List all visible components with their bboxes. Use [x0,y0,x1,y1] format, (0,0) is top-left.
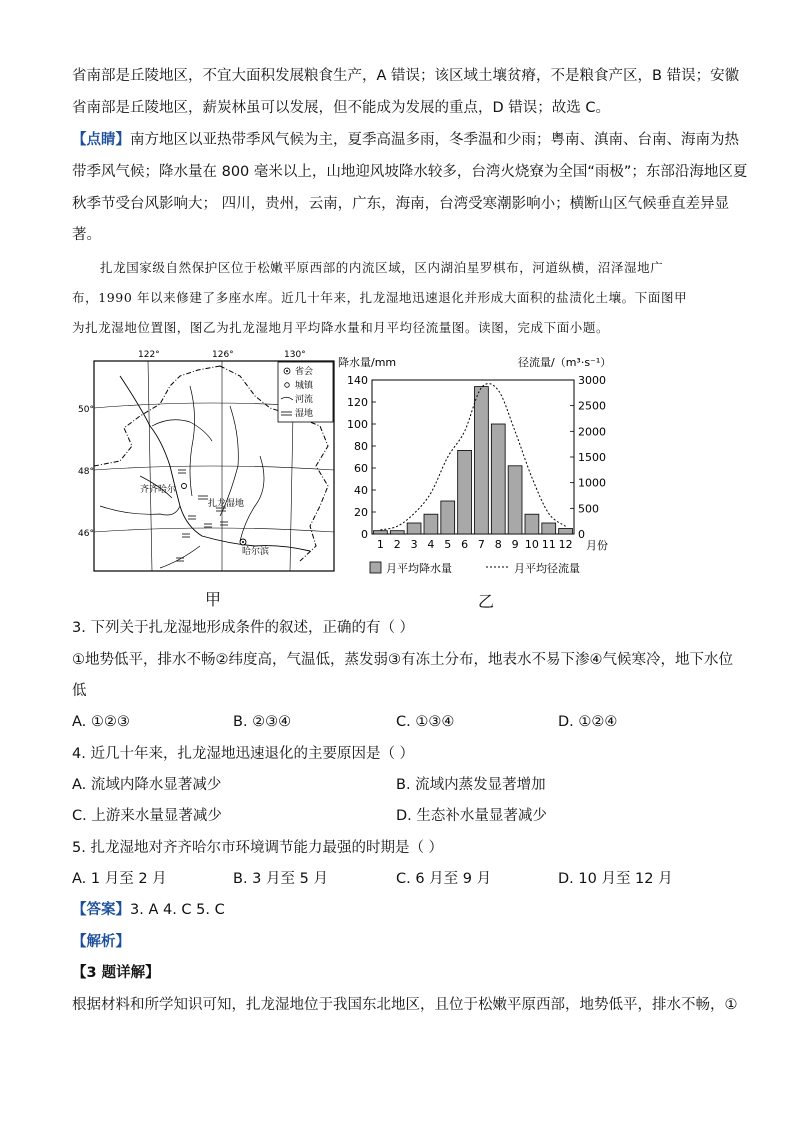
legend-precip-label: 月平均降水量 [386,562,452,575]
left-tick-label: 80 [354,440,368,453]
x-tick-label: 12 [558,538,573,551]
detail-label: 【3 题详解】 [72,965,160,981]
passage-line-2: 布，1990 年以来修建了多座水库。近几十年来，扎龙湿地迅速退化并形成大面积的盐渍化土壤。下面图甲 [72,290,688,305]
x-tick-label: 6 [461,538,469,551]
tip-line-3: 秋季节受台风影响大； 四川，贵州，云南，广东，海南，台湾受寒潮影响小；横断山区气候垂直差异显 [72,196,730,212]
q4-option-b: B. 流域内蒸发显著增加 [396,777,546,793]
left-tick-label: 0 [361,528,368,541]
precip-bar [390,531,404,534]
tip-label: 【点睛】 [72,132,130,148]
left-tick-label: 140 [347,374,368,387]
right-tick-label: 0 [578,528,585,541]
legend-wetland: 湿地 [295,409,314,419]
place-qiqihar: 齐齐哈尔 [140,485,177,495]
precip-bar [525,514,539,534]
climate-chart [336,352,616,582]
q5-option-b: B. 3 月至 5 月 [233,871,328,887]
lat-label-50: 50° [78,405,94,415]
q3-stem-cont2: 低 [72,683,87,699]
q5-stem: 5. 扎龙湿地对齐齐哈尔市环境调节能力最强的时期是（ ） [72,840,444,856]
left-tick-label: 100 [347,418,368,431]
q4-option-a: A. 流域内降水显著减少 [72,777,222,793]
precip-bar [441,501,455,534]
q3-option-c: C. ①③④ [396,714,455,730]
precip-bar [407,523,421,534]
legend-bar-swatch [370,562,381,573]
precip-bar [374,531,388,534]
lat-label-46: 46° [78,529,94,539]
q3-stem-cont: ①地势低平，排水不畅②纬度高，气温低，蒸发弱③有冻土分布，地表水不易下渗④气候寒冷，地下水位 [72,652,733,668]
legend-capital: 省会 [295,367,314,377]
q3-option-b: B. ②③④ [233,714,292,730]
left-tick-label: 120 [347,396,368,409]
lat-label-48: 48° [78,467,94,477]
runoff-line [380,384,565,530]
x-tick-label: 2 [393,538,401,551]
precip-bar [508,466,522,534]
legend-town: 城镇 [295,381,314,391]
detail-line: 根据材料和所学知识可知，扎龙湿地位于我国东北地区，且位于松嫩平原西部，地势低平，排水不畅，① [72,997,738,1013]
place-harbin: 哈尔滨 [242,547,270,557]
precip-bar [475,387,489,534]
q4-option-c: C. 上游来水量显著减少 [72,808,222,824]
left-tick-label: 40 [354,484,368,497]
x-tick-label: 1 [376,538,384,551]
tip-line-2: 带季风气候；降水量在 800 毫米以上，山地迎风坡降水较多，台湾火烧寮为全国“雨极”；东部沿海地区夏 [72,164,748,180]
left-tick-label: 60 [354,462,368,475]
tip-line-4: 著。 [72,227,101,243]
precip-bar [424,514,438,534]
x-tick-label: 11 [541,538,556,551]
q3-stem: 3. 下列关于扎龙湿地形成条件的叙述，正确的有（ ） [72,620,415,636]
lon-label-126: 126° [212,350,234,360]
passage-line-3: 为扎龙湿地位置图，图乙为扎龙湿地月平均降水量和月平均径流量图。读图，完成下面小题。 [72,320,610,335]
legend-river: 河流 [295,395,314,405]
passage-line-1: 扎龙国家级自然保护区位于松嫩平原西部的内流区域，区内湖泊星罗棋布，河道纵横，沼泽湿地广 [100,260,664,275]
x-tick-label: 8 [494,538,502,551]
right-tick-label: 3000 [578,374,606,387]
right-tick-label: 500 [578,502,599,516]
right-axis-label: 径流量/（m³·s⁻¹） [518,356,612,369]
lon-label-130: 130° [284,350,306,360]
right-tick-label: 2500 [578,399,606,413]
tip-text-1: 南方地区以亚热带季风气候为主，夏季高温多雨，冬季温和少雨；粤南、滇南、台南、海南为热 [130,132,739,148]
precip-bar [559,529,573,535]
x-tick-label: 7 [477,538,485,551]
answer-label: 【答案】 [72,902,130,918]
answer-text: 3. A 4. C 5. C [130,902,225,918]
plot-frame [372,380,574,534]
precip-bar [458,450,472,534]
legend-runoff-label: 月平均径流量 [514,562,580,575]
intro-line-2: 省南部是丘陵地区，薪炭林虽可以发展，但不能成为发展的重点，D 错误；故选 C。 [72,100,611,116]
x-tick-label: 10 [524,538,539,551]
left-axis-label: 降水量/mm [338,356,397,369]
right-tick-label: 2000 [578,425,606,439]
right-tick-label: 1500 [578,451,606,464]
x-unit-label: 月份 [586,539,608,552]
location-map [80,346,342,582]
x-tick-label: 5 [444,538,452,551]
place-zhalong: 扎龙湿地 [208,499,245,509]
q3-option-a: A. ①②③ [72,714,130,730]
intro-line-1: 省南部是丘陵地区，不宜大面积发展粮食生产，A 错误；该区域土壤贫瘠，不是粮食产区，B 错误；安徽 [72,68,740,84]
q4-option-d: D. 生态补水量显著减少 [396,808,547,824]
q3-option-d: D. ①②④ [558,714,618,730]
x-tick-label: 4 [427,538,435,551]
precip-bar [491,424,505,534]
x-tick-label: 3 [410,538,418,551]
lon-label-122: 122° [138,350,160,360]
chart-caption: 乙 [478,592,495,611]
map-caption: 甲 [205,590,222,609]
x-tick-label: 9 [511,538,519,551]
precip-bar [542,523,556,534]
answer-line [72,900,225,920]
tip-line-1 [72,130,739,150]
right-tick-label: 1000 [578,476,606,490]
q5-option-c: C. 6 月至 9 月 [396,871,492,887]
q5-option-a: A. 1 月至 2 月 [72,871,167,887]
analysis-label: 【解析】 [72,934,130,950]
left-tick-label: 20 [354,506,368,519]
q5-option-d: D. 10 月至 12 月 [558,871,673,887]
q4-stem: 4. 近几十年来，扎龙湿地迅速退化的主要原因是（ ） [72,746,415,762]
